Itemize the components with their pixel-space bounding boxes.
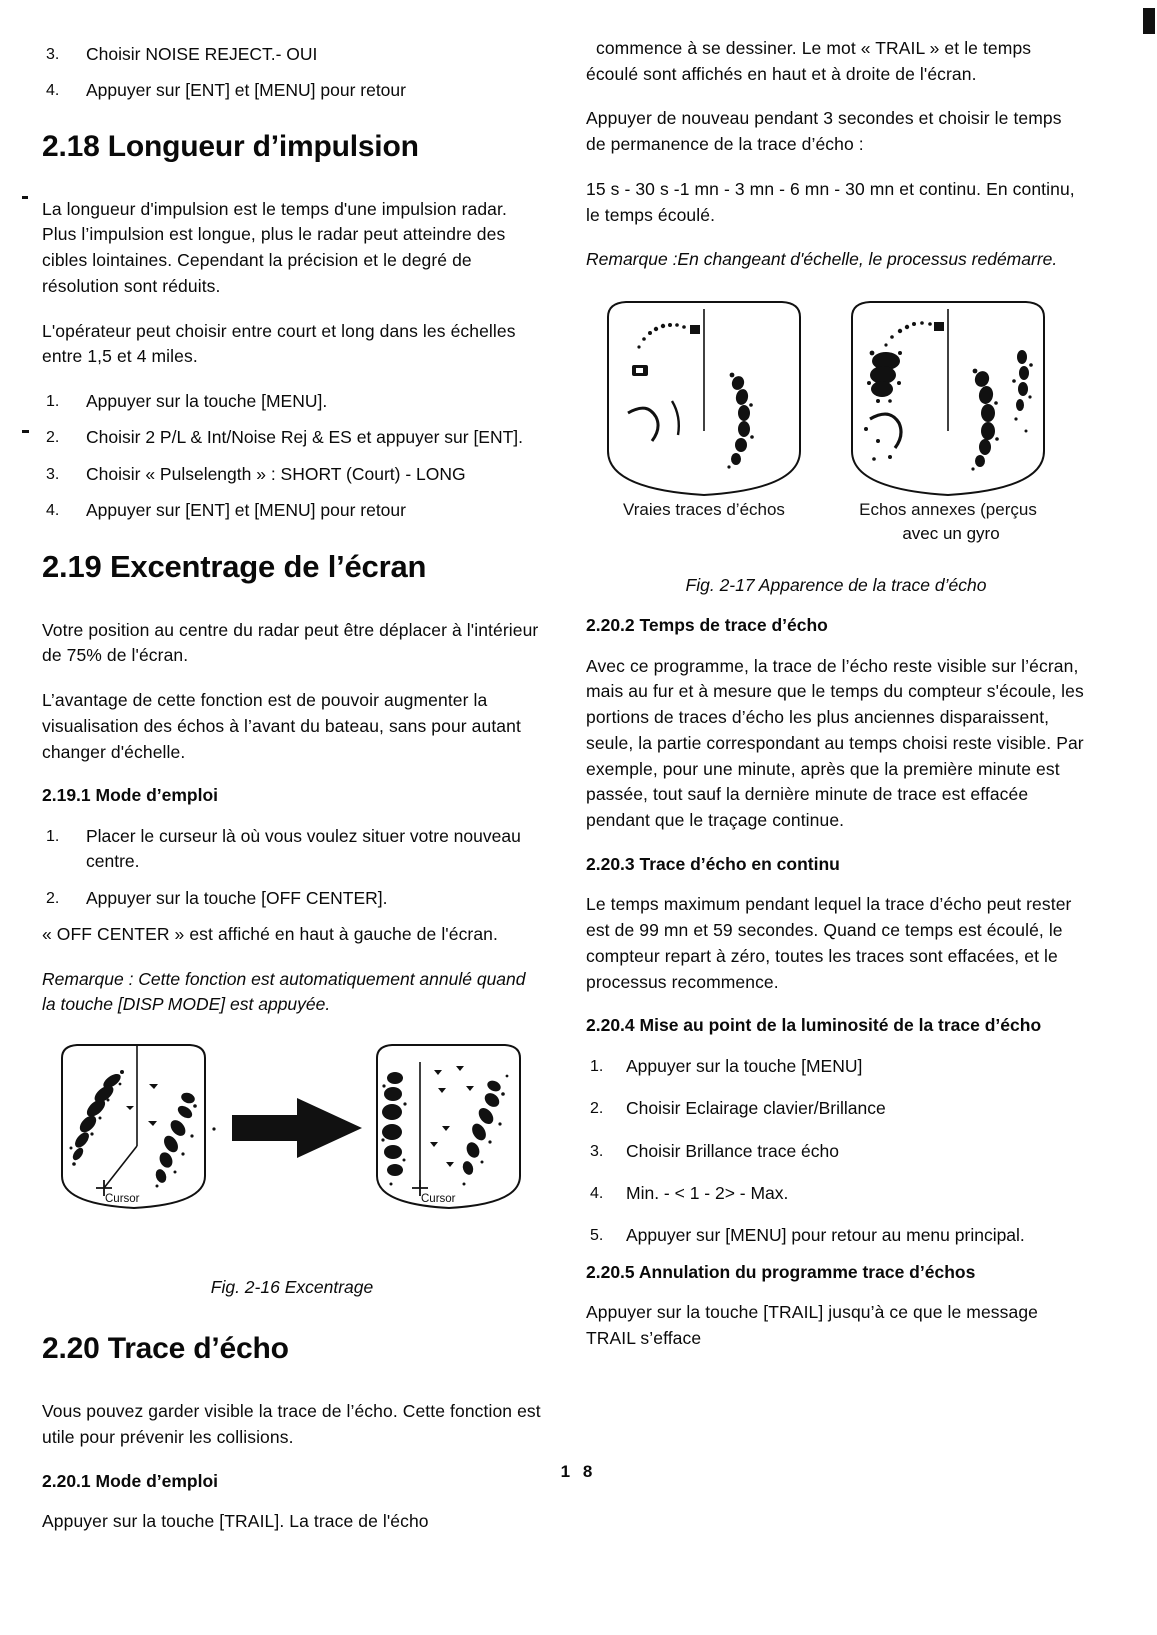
scan-artifact-dot-left-1 — [22, 196, 28, 199]
list-text: Placer le curseur là où vous voulez situer votre nouveau centre. — [86, 825, 521, 872]
list-item — [42, 78, 542, 103]
subsection-heading-2-20-2: 2.20.2 Temps de trace d’écho — [586, 615, 828, 636]
list-text: Appuyer sur la touche [OFF CENTER]. — [86, 887, 388, 908]
right-note: Remarque :En changeant d'échelle, le processus redémarre. — [586, 249, 1058, 270]
list-item — [42, 425, 542, 450]
right-column — [586, 36, 1086, 1371]
subsection-heading-2-20-4: 2.20.4 Mise au point de la luminosité de la trace d’écho — [586, 1015, 1042, 1036]
figure-2-17-graphic — [586, 291, 1086, 521]
figure-2-17-right-label-line2: avec un gyro — [902, 524, 1000, 544]
list-number: 2. — [46, 889, 60, 907]
figure-2-17-right-label-line1: Echos annexes (perçus — [859, 500, 1037, 520]
list-number: 4. — [46, 82, 60, 100]
pulselength-steps — [42, 389, 542, 524]
list-text: Appuyer sur la touche [MENU] — [626, 1055, 863, 1076]
subsection-heading-2-20-5: 2.20.5 Annulation du programme trace d’échos — [586, 1261, 976, 1282]
section-2-20-paragraph-1: Vous pouvez garder visible la trace de l’écho. Cette fonction est utile pour prévenir les collisions. — [42, 1401, 541, 1447]
list-number: 4. — [590, 1185, 604, 1203]
noise-reject-steps — [42, 42, 542, 104]
scan-speck — [212, 1128, 215, 1131]
page-number: 1 8 — [560, 1462, 597, 1481]
section-2-20-2-paragraph: Avec ce programme, la trace de l’écho reste visible sur l’écran, mais au fur et à mesure que le temps du compteur s'écoule, les portions de traces d’écho les plus anciennes disparaissent, seule, la partie correspondant au temps choisi reste visible. Par exemple, pour une minute, après que la première minute est passée, tout sauf la dernière minute de trace est effacée pendant que le traçage continue. — [586, 655, 1084, 831]
transform-arrow-icon — [232, 1098, 362, 1158]
list-item — [586, 1181, 1086, 1206]
list-number: 5. — [590, 1227, 604, 1245]
list-item — [42, 462, 542, 487]
section-heading-2-19: 2.19 Excentrage de l’écran — [42, 548, 427, 584]
list-item — [586, 1223, 1086, 1248]
section-2-19-note: Remarque : Cette fonction est automatiquement annulé quand la touche [DISP MODE] est appuyée. — [42, 968, 526, 1015]
radar-screen-before-content — [70, 1045, 197, 1196]
list-number: 2. — [590, 1100, 604, 1118]
section-heading-2-18: 2.18 Longueur d’impulsion — [42, 129, 419, 163]
list-item — [42, 42, 542, 67]
list-text: Choisir NOISE REJECT.- OUI — [86, 44, 318, 64]
cursor-label-before: Cursor — [105, 1193, 140, 1206]
section-2-19-paragraph-1: Votre position au centre du radar peut être déplacer à l'intérieur de 75% de l'écran. — [42, 619, 539, 666]
list-text: Min. - < 1 - 2> - Max. — [626, 1183, 789, 1204]
list-item — [586, 1139, 1086, 1164]
list-text: Appuyer sur [MENU] pour retour au menu principal. — [626, 1225, 1025, 1246]
list-item — [586, 1096, 1086, 1121]
cursor-label-after: Cursor — [421, 1193, 456, 1206]
list-item — [42, 824, 542, 875]
list-number: 4. — [46, 502, 60, 520]
list-text: Appuyer sur [ENT] et [MENU] pour retour — [86, 80, 406, 101]
figure-2-17 — [586, 291, 1086, 596]
section-2-20-paragraph-2: Appuyer sur la touche [TRAIL]. La trace de l'écho — [42, 1511, 429, 1532]
brightness-steps — [586, 1054, 1086, 1249]
right-paragraph-continued: commence à se dessiner. Le mot « TRAIL » et le temps écoulé sont affichés en haut et à droite de l'écran. — [586, 38, 1032, 84]
radar-screen-after-content — [381, 1062, 508, 1196]
subsection-heading-2-20-3: 2.20.3 Trace d’écho en continu — [586, 853, 840, 874]
list-text: Appuyer sur [ENT] et [MENU] pour retour — [86, 500, 406, 521]
figure-2-17-left-label: Vraies traces d’échos — [623, 500, 785, 520]
section-2-19-paragraph-3: « OFF CENTER » est affiché en haut à gauche de l'écran. — [42, 924, 498, 944]
section-2-18-paragraph-2: L'opérateur peut choisir entre court et long dans les échelles entre 1,5 et 4 miles. — [42, 320, 516, 367]
list-number: 2. — [46, 429, 60, 447]
subsection-heading-2-19-1: 2.19.1 Mode d’emploi — [42, 785, 219, 806]
list-number: 1. — [590, 1057, 604, 1075]
off-center-steps — [42, 824, 542, 911]
list-number: 3. — [46, 46, 60, 63]
list-number: 1. — [46, 393, 60, 411]
section-2-20-5-paragraph: Appuyer sur la touche [TRAIL] jusqu’à ce que le message TRAIL s’efface — [586, 1302, 1038, 1349]
section-2-19-paragraph-2: L’avantage de cette fonction est de pouvoir augmenter la visualisation des échos à l’avant du bateau, sans pour autant changer d'échelle. — [42, 690, 521, 762]
list-text: Appuyer sur la touche [MENU]. — [86, 391, 328, 412]
subsection-heading-2-20-1: 2.20.1 Mode d’emploi — [42, 1470, 219, 1491]
list-text: Choisir « Pulselength » : SHORT (Court) - LONG — [86, 463, 466, 484]
figure-2-16 — [42, 1036, 542, 1298]
list-item — [42, 389, 542, 414]
right-paragraph-2: Appuyer de nouveau pendant 3 secondes et choisir le temps de permanence de la trace d’écho : — [586, 108, 1062, 155]
list-text: Choisir 2 P/L & Int/Noise Rej & ES et appuyer sur [ENT]. — [86, 427, 524, 448]
scan-artifact-dot-left-2 — [22, 430, 29, 433]
true-trails-screen-content — [628, 309, 754, 469]
right-paragraph-3: 15 s - 30 s -1 mn - 3 mn - 6 mn - 30 mn et continu. En continu, le temps écoulé. — [586, 178, 1075, 225]
figure-2-17-caption: Fig. 2-17 Apparence de la trace d’écho — [685, 575, 987, 596]
figure-2-16-graphic — [42, 1036, 542, 1251]
list-item — [586, 1054, 1086, 1079]
left-column — [42, 42, 542, 1554]
side-echoes-screen-content — [864, 309, 1033, 471]
section-2-20-3-paragraph: Le temps maximum pendant lequel la trace d’écho peut rester est de 99 mn et 59 secondes. Quand ce temps est écoulé, le compteur repart à zéro, toutes les traces sont effacées, et le processus recommence. — [586, 894, 1072, 992]
section-heading-2-20: 2.20 Trace d’écho — [42, 1332, 289, 1366]
list-number: 3. — [590, 1142, 604, 1160]
scan-artifact-mark — [1143, 8, 1155, 34]
figure-2-16-caption: Fig. 2-16 Excentrage — [210, 1277, 374, 1298]
list-item — [42, 498, 542, 523]
list-text: Choisir Brillance trace écho — [626, 1140, 840, 1161]
list-item — [42, 886, 542, 911]
list-text: Choisir Eclairage clavier/Brillance — [626, 1098, 886, 1119]
list-number: 3. — [46, 465, 60, 483]
list-number: 1. — [46, 827, 60, 845]
section-2-18-paragraph-1: La longueur d'impulsion est le temps d'une impulsion radar. Plus l’impulsion est longue, plus le radar peut atteindre des cibles lointaines. Cependant la précision et le degré de résolution sont réduits. — [42, 198, 507, 296]
